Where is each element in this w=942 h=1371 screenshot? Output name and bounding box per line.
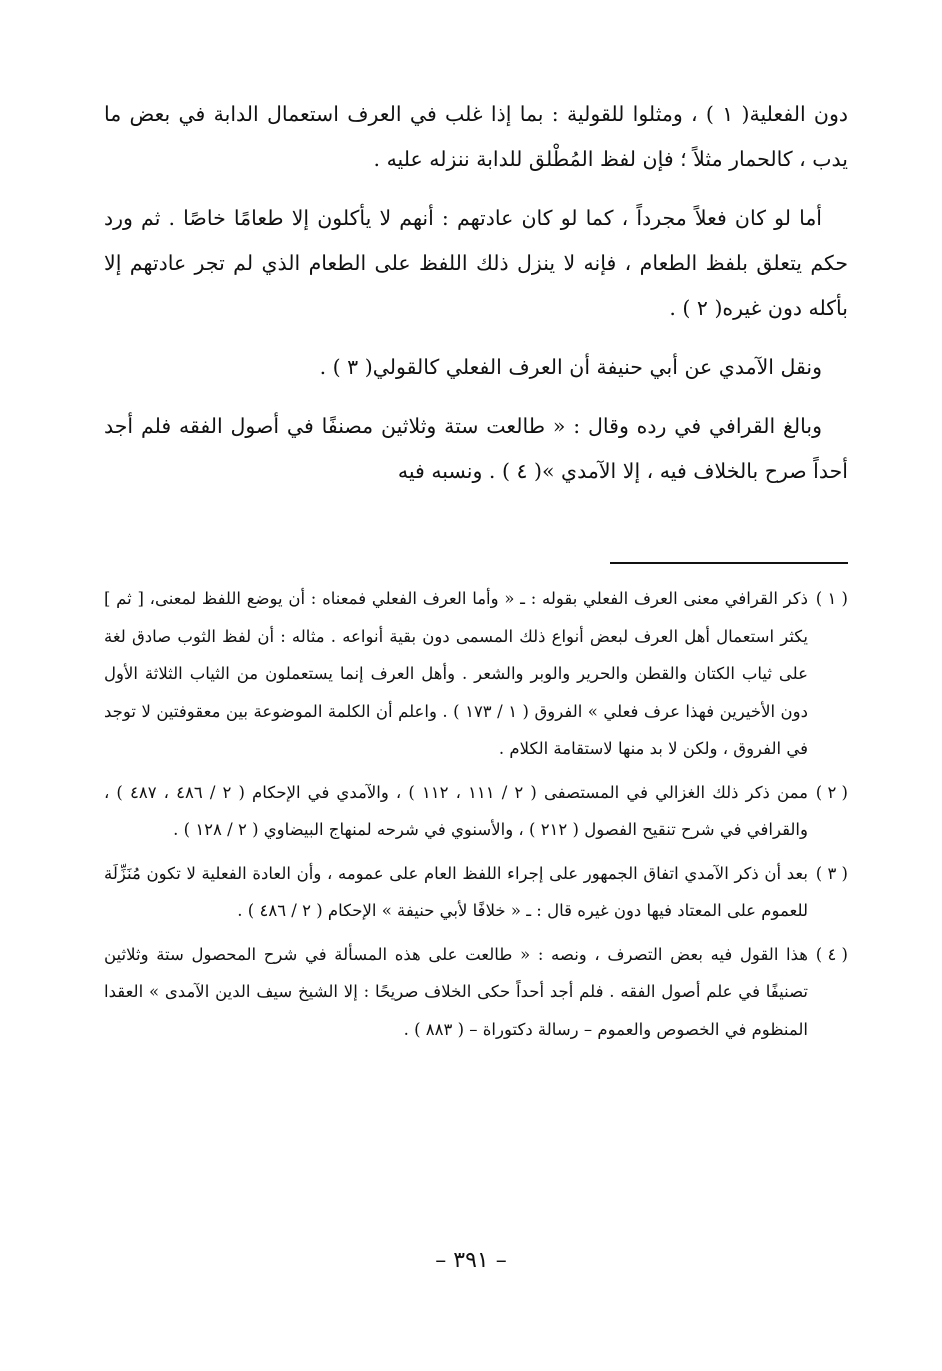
footnote-3 bbox=[104, 855, 848, 930]
footnote-number: ( ٤ ) bbox=[815, 944, 848, 964]
paragraph-1: دون الفعلية( ١ ) ، ومثلوا للقولية : بما إذا غلب في العرف استعمال الدابة في بعض ما يدب ، كالحمار مثلاً ؛ فإن لفظ المُطْلق للدابة ننزله عليه . bbox=[104, 102, 849, 171]
paragraph-2: أما لو كان فعلاً مجرداً ، كما لو كان عادتهم : أنهم لا يأكلون إلا طعامًا خاصًا . ثم ورد حكم يتعلق بلفظ الطعام ، فإنه لا ينزل ذلك اللفظ على الطعام الذي لم تجر عادتهم إلا بأكله دون غيره( ٢ ) . bbox=[104, 206, 848, 320]
footnote-1 bbox=[104, 580, 848, 768]
footnote-text: بعد أن ذكر الآمدي اتفاق الجمهور على إجراء اللفظ العام على عمومه ، وأن العادة الفعلية لا تكون مُنَزِّلَة للعموم على المعتاد فيها دون غيره قال : ـ « خلافًا لأبي حنيفة » الإحكام ( ٢ / ٤٨٦ ) . bbox=[104, 863, 808, 920]
footnote-number: ( ٢ ) bbox=[815, 782, 848, 802]
paragraph-4: وبالغ القرافي في رده وقال : « طالعت ستة وثلاثين مصنفًا في أصول الفقه فلم أجد أحداً صرح بالخلاف فيه ، إلا الآمدي »( ٤ ) . ونسبه فيه bbox=[104, 414, 848, 483]
footnote-number: ( ١ ) bbox=[815, 589, 848, 608]
footnote-text: ممن ذكر ذلك الغزالي في المستصفى ( ٢ / ١١١ ، ١١٢ ) ، والآمدي في الإحكام ( ٢ / ٤٨٦ ، ٤٨٧ ) ، والقرافي في شرح تنقيح الفصول ( ٢١٢ ) ، والأسنوي في شرحه لمنهاج البيضاوي ( ٢ / ١٢٨ ) . bbox=[104, 782, 808, 839]
main-text bbox=[104, 92, 848, 508]
footnote-2 bbox=[104, 774, 848, 849]
paragraph-3: ونقل الآمدي عن أبي حنيفة أن العرف الفعلي كالقولي( ٣ ) . bbox=[319, 355, 822, 379]
footnote-number: ( ٣ ) bbox=[815, 863, 848, 883]
footnote-text: هذا القول فيه بعض التصرف ، ونصه : « طالعت على هذه المسألة في شرح المحصول ستة وثلاثين تصنيفًا في علم أصول الفقه . فلم أجد أحداً حكى الخلاف صريحًا : إلا الشيخ سيف الدين الآمدى » العقدا المنظوم في الخصوص والعموم – رسالة دكتوراة – ( ٨٨٣ ) . bbox=[104, 944, 808, 1039]
page-number: – ٣٩١ – bbox=[435, 1248, 507, 1273]
footnote-4 bbox=[104, 936, 848, 1049]
footnote-text: ذكر القرافي معنى العرف الفعلي بقوله : ـ « وأما العرف الفعلي فمعناه : أن يوضع اللفظ لمعنى، [ ثم ] يكثر استعمال أهل العرف لبعض أنواع ذلك المسمى دون بقية أنواعه . مثاله : أن لفظ الثوب صادق لغة على ثياب الكتان والقطن والحرير والوبر والشعر . وأهل العرف إنما يستعملون من الثياب الثلاثة الأول دون الأخيرين فهذا عرف فعلي » الفروق ( ١ / ١٧٣ ) . واعلم أن الكلمة الموضوعة بين معقوفتين لا توجد في الفروق ، ولكن لا بد منها لاستقامة الكلام . bbox=[104, 589, 808, 758]
footnote-divider bbox=[610, 562, 848, 564]
footnotes bbox=[104, 580, 848, 1054]
